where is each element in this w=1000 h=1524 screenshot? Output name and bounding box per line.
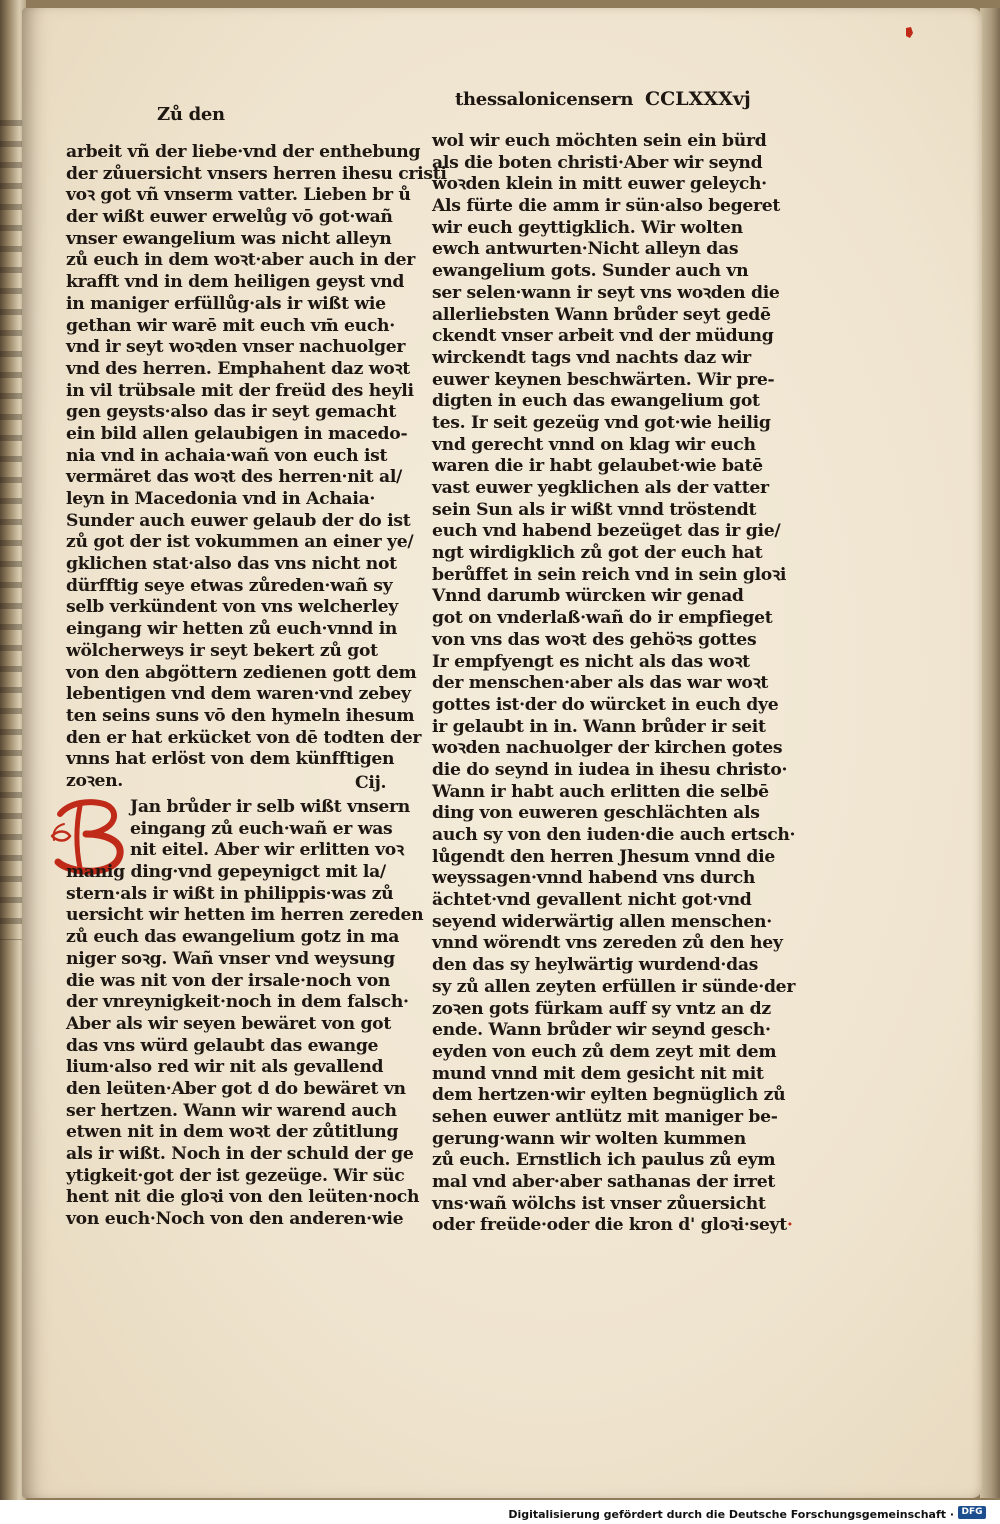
text-line: ewangelium gots. Sunder auch vn	[432, 261, 749, 282]
text-line: lebentigen vnd dem waren·vnd zebey	[66, 684, 411, 705]
text-line: Vnnd darumb würcken wir genad	[432, 586, 744, 607]
text-line: eingang zů euch·wañ er was	[130, 818, 393, 839]
text-line: Wann ir habt auch erlitten die selbē	[432, 781, 769, 802]
text-line: gen geysts·also das ir seyt gemacht	[66, 402, 397, 423]
text-line: vnd ir seyt woꝛden vnser nachuolger	[66, 337, 406, 358]
text-line: ende. Wann brůder wir seynd gesch·	[432, 1020, 771, 1041]
text-line: gottes ist·der do würcket in euch dye	[432, 694, 779, 715]
text-line: Ir empfyengt es nicht als das woꝛt	[432, 651, 750, 672]
right-column	[432, 131, 796, 1237]
text-line: Sunder auch euwer gelaub der do ist	[66, 510, 411, 531]
text-line: hent nit die gloꝛi von den leüten·noch	[66, 1187, 420, 1208]
text-line: nia vnd in achaia·wañ von euch ist	[66, 445, 388, 466]
text-line: sy zů allen zeyten erfüllen ir sünde·der	[432, 976, 796, 997]
text-line: der wißt euwer erwelůg vō got·wañ	[66, 207, 393, 228]
text-line: leyn in Macedonia vnd in Achaia·	[66, 489, 376, 509]
text-line: den er hat erkücket von dē todten der	[66, 727, 422, 748]
text-line: ein bild allen gelaubigen in macedo-	[66, 423, 408, 444]
text-line: ser hertzen. Wann wir warend auch	[66, 1100, 397, 1121]
folio-number: CCLXXXvj	[645, 88, 751, 110]
last-line-text: oder freüde·oder die kron d' gloꝛi·seyt	[432, 1215, 787, 1236]
text-line: uersicht wir hetten im herren zereden	[66, 905, 424, 926]
text-line: manig ding·vnd gepeynigct mit la/	[66, 862, 386, 883]
text-line: lium·also red wir nit als gevallend	[66, 1057, 384, 1078]
text-line: waren die ir habt gelaubet·wie batē	[432, 456, 763, 477]
text-line: wol wir euch möchten sein ein bürd	[432, 131, 767, 151]
text-line: das vns würd gelaubt das ewange	[66, 1035, 379, 1056]
text-line: arbeit vñ der liebe·vnd der enthebung	[66, 142, 421, 162]
text-line: seyend widerwärtig allen menschen·	[432, 911, 772, 932]
text-line: tes. Ir seit gezeüg vnd got·wie heilig	[432, 412, 771, 433]
text-line: zů euch in dem woꝛt·aber auch in der	[66, 250, 416, 271]
text-line: vast euwer yegklichen als der vatter	[432, 478, 769, 498]
text-line: got on vnderlaß·wañ do ir empfieget	[432, 608, 773, 629]
text-line: zů got der ist vokummen an einer ye/	[66, 532, 414, 553]
text-line: von den abgöttern zedienen gott dem	[66, 662, 417, 683]
left-column-bottom	[66, 797, 424, 1231]
text-line: ding von euweren geschlächten als	[432, 803, 760, 824]
text-line: euch vnd habend bezeüget das ir gie/	[432, 521, 781, 542]
left-column-top	[66, 142, 447, 793]
running-head-left: Zů den	[157, 104, 225, 125]
text-line: woꝛden klein in mitt euwer geleych·	[432, 174, 767, 195]
text-line: von euch·Noch von den anderen·wie	[66, 1209, 404, 1230]
text-line: vns·wañ wölchs ist vnser zůuersicht	[432, 1193, 766, 1214]
text-line: als ir wißt. Noch in der schuld der ge	[66, 1144, 414, 1164]
text-line: den leüten·Aber got d do bewäret vn	[66, 1078, 406, 1099]
text-line: zoꝛen.	[66, 770, 123, 791]
text-line: stern·als ir wißt in philippis·was zů	[66, 883, 394, 904]
digitization-credit: Digitalisierung gefördert durch die Deutsche Forschungsgemeinschaft ·	[508, 1508, 954, 1521]
text-line: eingang wir hetten zů euch·vnnd in	[66, 619, 398, 640]
text-line: vnser ewangelium was nicht alleyn	[66, 228, 392, 249]
text-line: allerliebsten Wann brůder seyt gedē	[432, 304, 771, 325]
text-line: mal vnd aber·aber sathanas der irret	[432, 1172, 775, 1192]
text-line: der menschen·aber als das war woꝛt	[432, 673, 769, 694]
text-line: zoꝛen gots fürkam auff sy vntz an dz	[432, 998, 771, 1019]
red-ink-mark	[904, 24, 914, 36]
text-line: ngt wirdigklich zů got der euch hat	[432, 543, 763, 564]
page-block-edge	[980, 8, 1000, 1498]
text-line: gerung·wann wir wolten kummen	[432, 1128, 746, 1149]
text-line: nit eitel. Aber wir erlitten voꝛ	[130, 840, 404, 861]
text-line: wölcherweys ir seyt bekert zů got	[66, 640, 378, 661]
text-line: ächtet·vnd gevallent nicht got·vnd	[432, 890, 752, 911]
text-line: die do seynd in iudea in ihesu christo·	[432, 759, 788, 780]
text-line: Aber als wir seyen bewäret von got	[66, 1013, 391, 1034]
text-line: der zůuersicht vnsers herren ihesu cristi	[66, 163, 447, 184]
text-line: euwer keynen beschwärten. Wir pre-	[432, 369, 775, 390]
red-end-mark: ·	[786, 1215, 793, 1236]
running-head-word: thessalonicensern	[455, 89, 634, 110]
text-line: berůffet in sein reich vnd in sein gloꝛi	[432, 564, 787, 585]
text-line: dürfftig seye etwas zůreden·wañ sy	[66, 575, 393, 596]
text-line: gethan wir warē mit euch vm̄ euch·	[66, 315, 395, 336]
text-line: ir gelaubt in in. Wann brůder ir seit	[432, 716, 766, 737]
text-line: als die boten christi·Aber wir seynd	[432, 152, 763, 173]
text-line: ckendt vnser arbeit vnd der müdung	[432, 326, 774, 347]
text-line: dem hertzen·wir eylten begnüglich zů	[432, 1085, 786, 1106]
text-line: von vns das woꝛt des gehöꝛs gottes	[432, 629, 757, 650]
text-line: lůgendt den herren Jhesum vnnd die	[432, 846, 775, 867]
text-line: Als fürte die amm ir sün·also begeret	[432, 196, 781, 217]
text-line: die was nit von der irsale·noch von	[66, 970, 391, 991]
text-line: gklichen stat·also das vns nicht not	[66, 554, 397, 575]
text-line: zů euch das ewangelium gotz in ma	[66, 927, 400, 948]
text-line: etwen nit in dem woꝛt der zůtitlung	[66, 1122, 399, 1143]
text-line: den das sy heylwärtig wurdend·das	[432, 955, 759, 976]
text-line: wirckendt tags vnd nachts daz wir	[432, 347, 751, 368]
text-line: der vnreynigkeit·noch in dem falsch·	[66, 992, 409, 1013]
text-line: vnns hat erlöst von dem künfftigen	[66, 749, 395, 770]
text-line: weyssagen·vnnd habend vns durch	[432, 868, 756, 889]
text-line: krafft vnd in dem heiligen geyst vnd	[66, 272, 405, 293]
text-line: niger soꝛg. Wañ vnser vnd weysung	[66, 948, 395, 969]
text-line: vermäret das woꝛt des herren·nit al/	[66, 467, 403, 488]
chapter-mark: Cij.	[355, 773, 387, 793]
text-line: woꝛden nachuolger der kirchen gotes	[432, 738, 783, 759]
dfg-logo-icon: DFG	[958, 1506, 986, 1519]
text-line: vnd gerecht vnnd on klag wir euch	[432, 434, 756, 455]
text-line: zů euch. Ernstlich ich paulus zů eym	[432, 1150, 776, 1171]
text-line: ten seins suns vō den hymeln ihesum	[66, 705, 415, 726]
text-line: voꝛ got vñ vnserm vatter. Lieben br ů	[66, 185, 411, 206]
text-line: vnd des herren. Emphahent daz woꝛt	[66, 358, 410, 379]
text-line: ytigkeit·got der ist gezeüge. Wir süc	[66, 1165, 405, 1186]
running-head-right	[455, 88, 751, 110]
text-line: ser selen·wann ir seyt vns woꝛden die	[432, 282, 780, 303]
text-line: ewch antwurten·Nicht alleyn das	[432, 239, 739, 260]
text-line: Jan brůder ir selb wißt vnsern	[130, 797, 410, 817]
text-line: in maniger erfüllůg·als ir wißt wie	[66, 293, 386, 314]
text-line: eyden von euch zů dem zeyt mit dem	[432, 1041, 777, 1062]
text-line	[432, 1215, 793, 1237]
text-line: auch sy von den iuden·die auch ertsch·	[432, 825, 796, 845]
text-line: sein Sun als ir wißt vnnd tröstendt	[432, 499, 757, 520]
text-line: sehen euwer antlütz mit maniger be-	[432, 1106, 778, 1127]
text-line: mund vnnd mit dem gesicht nit mit	[432, 1063, 764, 1084]
text-line: vnnd wörendt vns zereden zů den hey	[432, 933, 783, 954]
text-line: selb verkündent von vns welcherley	[66, 597, 398, 618]
text-line: digten in euch das ewangelium got	[432, 391, 760, 412]
previous-page-text-fragment	[0, 120, 22, 940]
text-line: in vil trübsale mit der freüd des heyli	[66, 380, 414, 401]
text-line: wir euch geyttigklich. Wir wolten	[432, 217, 743, 238]
